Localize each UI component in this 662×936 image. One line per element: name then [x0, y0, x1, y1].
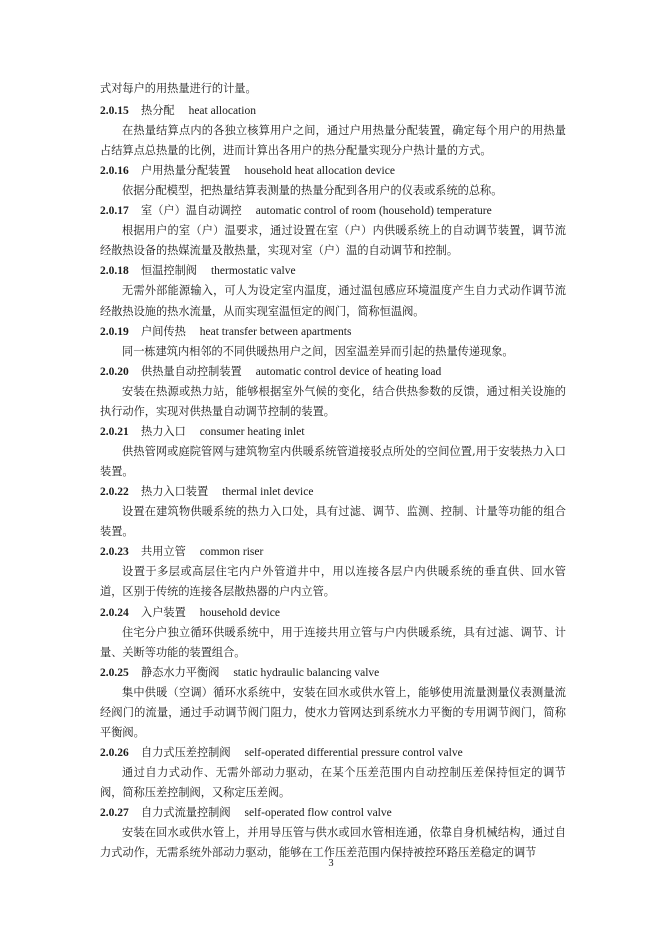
term-definition: 供热管网或庭院管网与建筑物室内供暖系统管道接驳点所处的空间位置,用于安装热力入口装置。: [100, 444, 566, 479]
term-heading: [100, 482, 566, 502]
term-chinese: 入户装置: [141, 605, 186, 619]
term-definition: 安装在热源或热力站，能够根据室外气候的变化，结合供热参数的反馈，通过相关设施的执行动作，实现对供热量自动调节控制的装置。: [100, 384, 566, 418]
term-chinese: 热力入口装置: [141, 485, 209, 499]
term-number: 2.0.23: [100, 546, 129, 559]
term-number: 2.0.24: [100, 606, 129, 619]
term-definition: 无需外部能源输入，可人为设定室内温度，通过温包感应环境温度产生自力式动作调节流经散热设施的热水流量，从而实现室温恒定的阀门，简称恒温阀。: [100, 284, 566, 318]
term-heading: [100, 322, 566, 342]
term-english: self-operated flow control valve: [244, 807, 392, 820]
term-heading: [100, 101, 566, 121]
term-english: self-operated differential pressure control valve: [244, 746, 463, 759]
term-heading: [100, 161, 566, 181]
continuation-text: 式对每户的用热量进行的计量。: [100, 82, 257, 95]
page-number: 3: [328, 858, 334, 869]
term-heading: [100, 362, 566, 382]
term-definition: 通过自力式动作、无需外部动力驱动，在某个压差范围内自动控制压差保持恒定的调节阀，简称压差控制阀，又称定压差阀。: [100, 765, 566, 800]
term-number: 2.0.19: [100, 325, 129, 338]
term-entry: [100, 663, 566, 743]
term-definition: 集中供暖（空调）循环水系统中，安装在回水或供水管上，能够使用流量测量仪表测量流经阀门的流量，通过手动调节阀门阻力，使水力管网达到系统水力平衡的专用调节阀门，简称平衡阀。: [100, 685, 566, 739]
term-entry: [100, 482, 566, 542]
term-entry: [100, 161, 566, 201]
term-entry: [100, 743, 566, 803]
term-chinese: 恒温控制阀: [141, 264, 197, 278]
term-heading: [100, 663, 566, 683]
term-english: common riser: [199, 546, 264, 559]
term-english: automatic control device of heating load: [255, 365, 442, 378]
term-english: household heat allocation device: [244, 165, 395, 178]
term-heading: [100, 201, 566, 221]
term-chinese: 热力入口: [141, 424, 186, 438]
term-english: thermal inlet device: [222, 486, 314, 499]
term-heading: [100, 261, 566, 281]
term-chinese: 供热量自动控制装置: [141, 364, 242, 378]
term-definition: 同一栋建筑内相邻的不同供暖热用户之间，因室温差异而引起的热量传递现象。: [122, 344, 514, 358]
term-heading: [100, 422, 566, 442]
term-number: 2.0.22: [100, 486, 129, 499]
term-heading: [100, 803, 566, 823]
term-entry: [100, 261, 566, 321]
term-definition: 设置在建筑物供暖系统的热力入口处，具有过滤、调节、监测、控制、计量等功能的组合装置。: [100, 505, 566, 539]
term-number: 2.0.26: [100, 746, 129, 759]
term-english: static hydraulic balancing valve: [233, 666, 380, 679]
term-entry: [100, 322, 566, 362]
term-number: 2.0.25: [100, 666, 129, 679]
term-definition: 住宅分户独立循环供暖系统中，用于连接共用立管与户内供暖系统，具有过滤、调节、计量、关断等功能的装置组合。: [100, 625, 566, 659]
term-entry: [100, 201, 566, 261]
term-heading: [100, 542, 566, 562]
term-english: consumer heating inlet: [199, 425, 305, 438]
term-entry: [100, 362, 566, 422]
term-entry: [100, 422, 566, 482]
term-english: heat allocation: [188, 105, 256, 117]
term-definition: 设置于多层或高层住宅内户外管道井中，用以连接各层户内供暖系统的垂直供、回水管道，区别于传统的连接各层散热器的户内立管。: [100, 565, 566, 599]
term-definition: 根据用户的室（户）温要求，通过设置在室（户）内供暖系统上的自动调节装置，调节流经散热设备的热媒流量及散热量，实现对室（户）温的自动调节和控制。: [100, 224, 566, 258]
term-english: heat transfer between apartments: [199, 325, 352, 338]
term-definition: 依据分配模型，把热量结算表测量的热量分配到各用户的仪表或系统的总称。: [122, 184, 503, 198]
term-number: 2.0.27: [100, 807, 129, 820]
term-english: automatic control of room (household) temperature: [255, 205, 492, 218]
term-chinese: 静态水力平衡阀: [141, 665, 220, 679]
term-chinese: 共用立管: [141, 545, 186, 559]
term-number: 2.0.16: [100, 165, 129, 178]
term-english: thermostatic valve: [210, 265, 296, 278]
term-chinese: 自力式压差控制阀: [141, 745, 231, 759]
term-entry: [100, 803, 566, 863]
term-number: 2.0.21: [100, 425, 129, 438]
term-number: 2.0.15: [100, 105, 129, 117]
term-chinese: 户用热量分配装置: [141, 164, 231, 178]
term-heading: [100, 603, 566, 623]
term-number: 2.0.18: [100, 265, 129, 278]
term-entry: [100, 542, 566, 602]
term-chinese: 户间传热: [141, 324, 186, 338]
term-definition: 在热量结算点内的各独立核算用户之间，通过户用热量分配装置，确定每个用户的用热量占结算点总热量的比例，进而计算出各用户的热分配量实现分户热计量的方式。: [100, 124, 566, 158]
term-list: [100, 101, 566, 863]
term-definition: 安装在回水或供水管上，并用导压管与供水或回水管相连通，依靠自身机械结构，通过自力式动作，无需系统外部动力驱动，能够在工作压差范围内保持被控环路压差稳定的调节: [100, 826, 566, 860]
term-number: 2.0.20: [100, 365, 129, 378]
term-chinese: 热分配: [141, 104, 175, 117]
term-heading: [100, 743, 566, 763]
term-entry: [100, 101, 566, 161]
term-number: 2.0.17: [100, 205, 129, 218]
term-chinese: 自力式流量控制阀: [141, 806, 231, 820]
term-chinese: 室（户）温自动调控: [141, 204, 242, 218]
term-english: household device: [199, 606, 280, 619]
term-entry: [100, 603, 566, 663]
